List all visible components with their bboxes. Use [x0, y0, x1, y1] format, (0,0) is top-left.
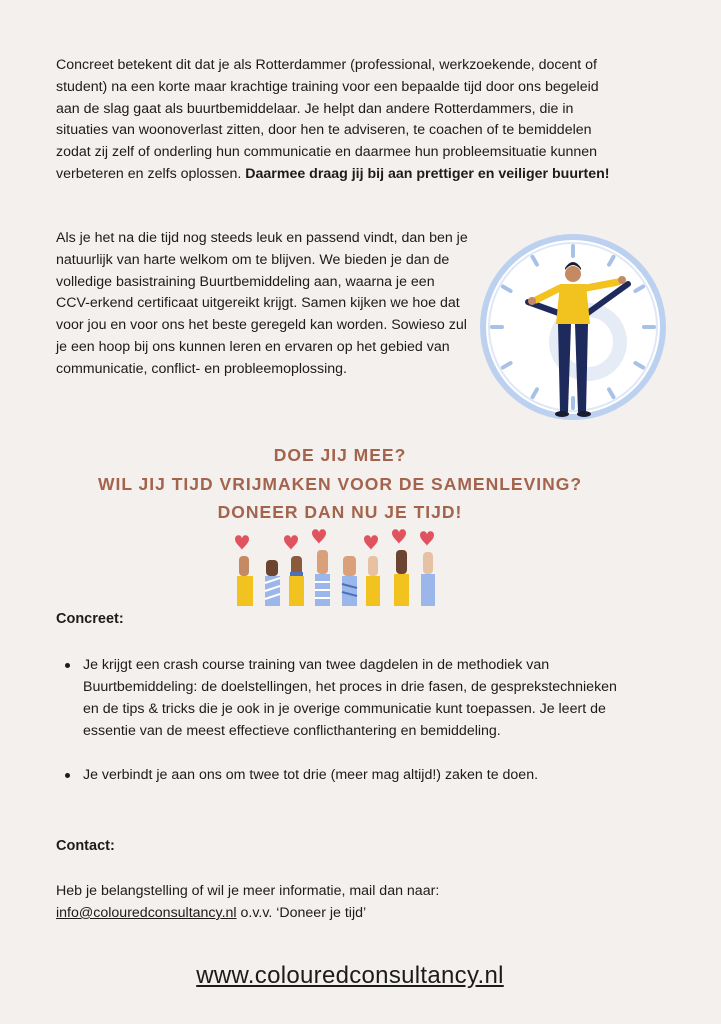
contact-paragraph [56, 880, 616, 924]
raised-hands-hearts-illustration [230, 528, 445, 608]
concreet-list [56, 654, 636, 786]
list-item [56, 764, 636, 786]
cta-line-3: DONEER DAN NU JE TIJD! [217, 502, 463, 522]
continue-paragraph: Als je het na die tijd nog steeds leuk en passend vindt, dan ben je natuurlijk van harte welkom om te blijven. We bieden je dan de volledige basistraining Buurtbemiddeling aan, waarna je een CCV-erkend certificaat uitgereikt krijgt. Samen kijken we hoe dat voor jou en voor ons het beste geregeld kan worden. Sowieso zul je een hoop bij ons kunnen leren en ervaren op het gebied van communicatie, conflict- en probleemoplossing. [56, 230, 468, 377]
intro-paragraph [56, 55, 626, 186]
email-suffix: o.v.v. ‘Doneer je tijd’ [236, 905, 367, 921]
contact-heading: Contact: [56, 838, 115, 854]
contact-text: Heb je belangstelling of wil je meer informatie, mail dan naar: [56, 883, 440, 899]
clock-person-illustration [478, 232, 668, 422]
intro-bold-text: Daarmee draag jij bij aan prettiger en veiliger buurten! [245, 165, 610, 182]
cta-line-2: WIL JIJ TIJD VRIJMAKEN VOOR DE SAMENLEVING? [97, 473, 583, 494]
bullet-icon [65, 663, 70, 668]
bullet-icon [65, 773, 70, 778]
cta-line-1: DOE JIJ MEE? [273, 445, 407, 465]
intro-text: Concreet betekent dit dat je als Rotterdammer (professional, werkzoekende, docent of student) na een korte maar krachtige training voor een bepaalde tijd door ons begeleid aan de slag gaat als buurtbemiddelaar. Je helpt dan andere Rotterdammers, die in situaties van woonoverlast zitten, door hen te adviseren, te coachen of te bemiddelen zodat zij zelf of onderling hun communicatie en daarmee hun probleemsituatie kunnen verbeteren en zelfs oplossen. [56, 57, 599, 182]
list-item-text: Je krijgt een crash course training van twee dagdelen in de methodiek van Buurtbemiddeling: de doelstellingen, het proces in drie fasen, de gesprekstechnieken en de tips & tricks die je ook in je overige communicatie kunt toepassen. Je leert de essentie van de meest effectieve conflicthantering en bemiddeling. [83, 657, 617, 739]
email-link[interactable]: info@colouredconsultancy.nl [56, 905, 237, 921]
concreet-heading: Concreet: [56, 611, 124, 627]
list-item-text: Je verbindt je aan ons om twee tot drie (meer mag altijd!) zaken te doen. [83, 767, 539, 783]
website-link[interactable]: www.colouredconsultancy.nl [196, 962, 504, 989]
list-item [56, 654, 636, 742]
call-to-action [0, 441, 680, 527]
